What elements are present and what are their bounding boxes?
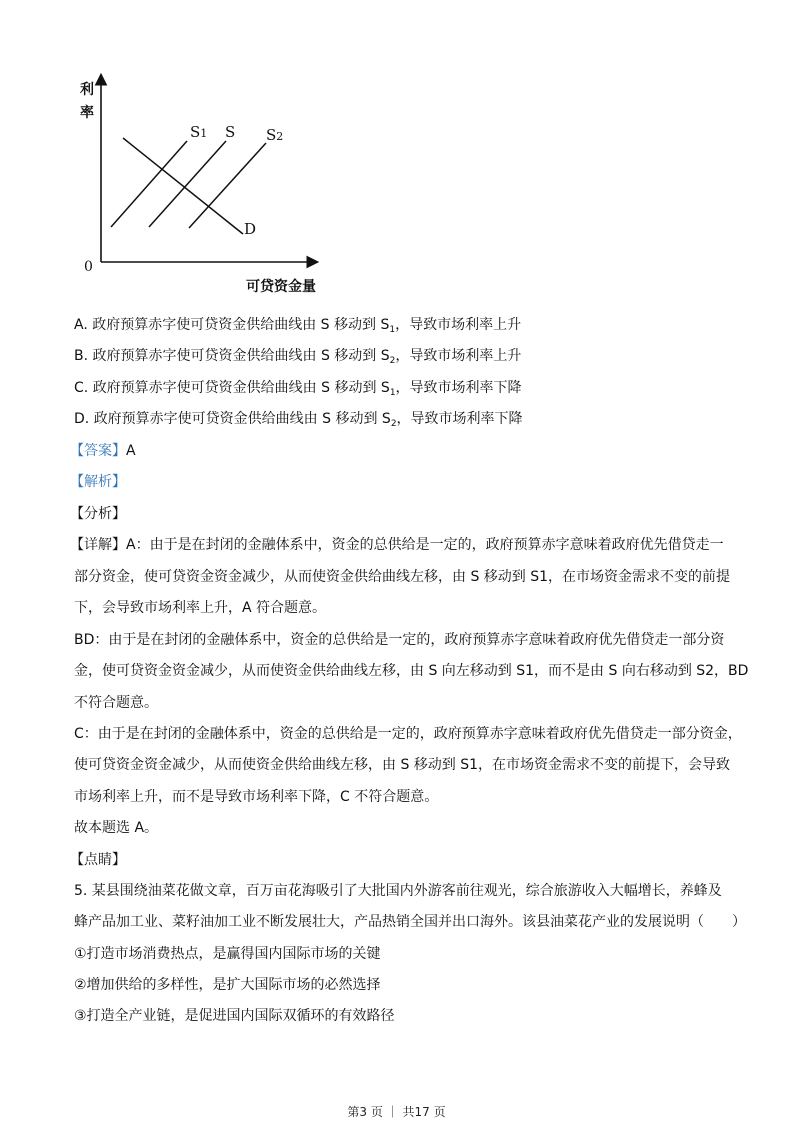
y-label-1: 利 [80,82,94,98]
option-a: A. 政府预算赤字使可贷资金供给曲线由 S 移动到 $S_1$，导致市场利率上升 [74,317,522,335]
detail-line: 使可贷资金资金减少，从而使资金供给曲线左移，由 S 移动到 S1，在市场资金需求不变的前提下，会导致 [74,757,731,773]
supply-demand-graph [0,0,360,300]
label-s: S [225,123,236,141]
detail-line: 故本题选 A。 [74,820,159,836]
detail-line: BD：由于是在封闭的金融体系中，资金的总供给是一定的，政府预算赤字意味着政府优先借贷走一部分资 [74,632,725,648]
question-5-line: 5. 某县围绕油菜花做文章，百万亩花海吸引了大批国内外游客前往观光，综合旅游收入大幅增长，养蜂及 [74,883,722,899]
question-5-line: 蜂产品加工业、菜籽油加工业不断发展壮大，产品热销全国并出口海外。该县油菜花产业的发展说明（ ） [74,914,746,930]
detail-line: 下，会导致市场利率上升，A 符合题意。 [74,600,327,616]
curve-s [149,141,226,227]
fenxi-label: 【分析】 [70,506,126,522]
label-s1: S1 [190,123,208,141]
detail-line: C：由于是在封闭的金融体系中，资金的总供给是一定的，政府预算赤字意味着政府优先借贷走一部分资金， [74,726,742,742]
option-b: B. 政府预算赤字使可贷资金供给曲线由 S 移动到 $S_2$，导致市场利率上升 [74,348,522,366]
y-label-2: 率 [80,105,94,121]
question-5-item: ②增加供给的多样性，是扩大国际市场的必然选择 [74,977,381,993]
detail-line: 市场利率上升，而不是导致市场利率下降，C 不符合题意。 [74,789,439,805]
page-footer: 第3 页 ｜ 共17 页 [347,1105,446,1119]
analysis-label: 【解析】 [70,474,126,490]
question-5-item: ③打造全产业链，是促进国内国际双循环的有效路径 [74,1008,395,1024]
answer: 【答案】A [70,443,136,459]
option-d: D. 政府预算赤字使可贷资金供给曲线由 S 移动到 $S_2$，导致市场利率下降 [74,411,523,429]
detail-line: 【详解】A：由于是在封闭的金融体系中，资金的总供给是一定的，政府预算赤字意味着政府优先借贷走一 [70,537,724,553]
curve-s1 [111,141,187,227]
detail-line: 金，使可贷资金资金减少，从而使资金供给曲线左移，由 S 向左移动到 S1，而不是由 S 向右移动到 S2，BD [74,663,749,679]
label-s2: S2 [266,126,284,144]
label-d: D [244,220,257,238]
origin-label: 0 [84,259,93,275]
dianjing-label: 【点睛】 [70,852,126,868]
x-label: 可贷资金量 [246,279,316,295]
question-5-item: ①打造市场消费热点，是赢得国内国际市场的关键 [74,946,381,962]
option-c: C. 政府预算赤字使可贷资金供给曲线由 S 移动到 $S_1$，导致市场利率下降 [74,380,522,398]
curve-d [123,138,243,234]
detail-line: 部分资金，使可贷资金资金减少，从而使资金供给曲线左移，由 S 移动到 S1，在市场资金需求不变的前提 [74,569,731,585]
curve-s2 [189,143,266,228]
detail-line: 不符合题意。 [74,695,158,711]
